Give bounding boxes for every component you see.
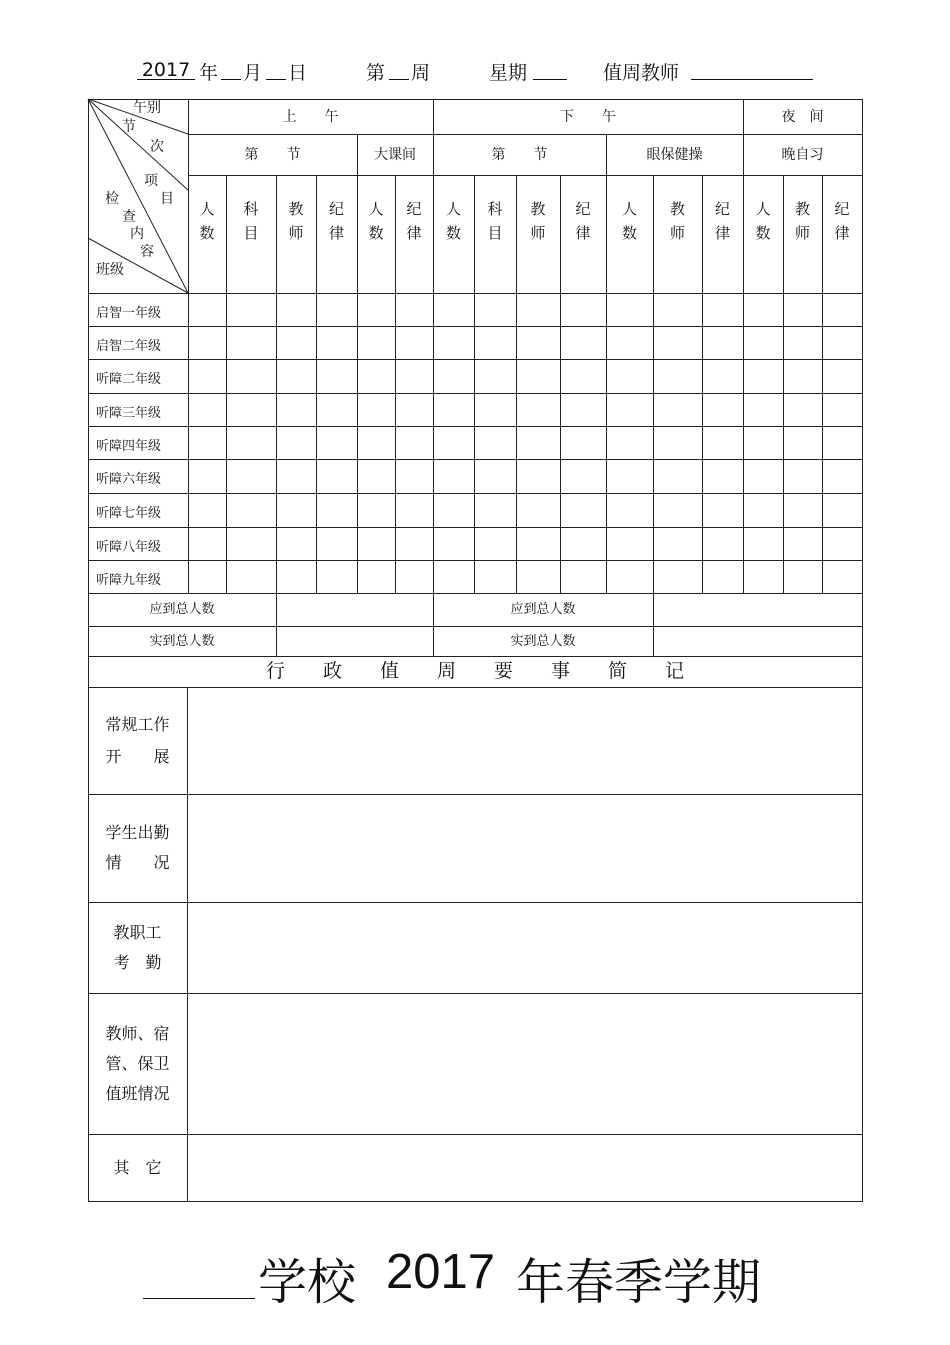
corner-label-ci: 次 (150, 139, 164, 155)
actual-total-label-am: 实到总人数 (149, 633, 215, 649)
year-field[interactable]: 2017 (137, 58, 195, 80)
class-row-label: 听障七年级 (96, 506, 162, 521)
column-header-char: 纪 (406, 200, 422, 218)
column-header-char: 师 (288, 224, 304, 242)
year-label: 年 (199, 62, 219, 84)
note-field-staff[interactable] (188, 903, 862, 993)
corner-label-mu: 目 (160, 191, 174, 207)
column-header-char: 人 (755, 200, 771, 218)
column-header-char: 教 (794, 200, 810, 218)
period-afternoon: 下 午 (560, 108, 616, 125)
column-header-char: 科 (487, 200, 503, 218)
column-header (474, 175, 516, 293)
column-header-char: 目 (243, 224, 259, 242)
footer-year: 2017 (386, 1245, 496, 1299)
column-header (316, 175, 357, 293)
column-header-char: 科 (243, 200, 259, 218)
class-row-label: 听障六年级 (96, 472, 162, 487)
column-header-char: 师 (530, 224, 546, 242)
month-label: 月 (243, 62, 263, 84)
column-header (276, 175, 316, 293)
pm-section-header: 第 节 (491, 146, 548, 163)
column-header-char: 律 (575, 224, 591, 242)
evening-study-header: 晚自习 (781, 146, 824, 163)
column-header-char: 律 (406, 224, 422, 242)
corner-label-xiang: 项 (144, 173, 158, 189)
column-header-char: 律 (834, 224, 850, 242)
class-row-label: 启智二年级 (96, 339, 162, 354)
corner-label-nei: 内 (130, 226, 144, 242)
class-row-label: 听障九年级 (96, 573, 162, 588)
column-header-char: 教 (669, 200, 685, 218)
column-header-char: 数 (621, 224, 637, 242)
note-label-staff (88, 902, 187, 993)
column-header (783, 175, 822, 293)
note-label-attendance (88, 794, 187, 902)
class-row-label: 听障二年级 (96, 372, 162, 387)
note-field-routine[interactable] (188, 688, 862, 794)
week-label: 周 (411, 62, 431, 84)
column-header (357, 175, 395, 293)
eye-exercise-header: 眼保健操 (646, 146, 703, 163)
column-header (516, 175, 560, 293)
note-label-line: 值班情况 (105, 1083, 170, 1103)
column-header (606, 175, 653, 293)
column-header-char: 人 (621, 200, 637, 218)
column-header (433, 175, 474, 293)
column-header (653, 175, 702, 293)
note-label-line: 考 勤 (113, 952, 162, 972)
note-field-attendance[interactable] (188, 795, 862, 902)
note-label-line: 常规工作 (105, 714, 170, 734)
note-field-other[interactable] (188, 1135, 862, 1201)
column-header-char: 数 (368, 224, 384, 242)
note-label-line: 教师、宿 (105, 1023, 170, 1043)
week-prefix-label: 第 (366, 62, 386, 84)
corner-label-jie: 节 (122, 119, 136, 135)
expected-total-label-pm: 应到总人数 (510, 602, 576, 617)
column-header (822, 175, 862, 293)
recess-header: 大课间 (374, 146, 416, 163)
period-morning: 上 午 (282, 108, 339, 125)
class-row-label: 听障八年级 (96, 540, 162, 555)
column-header-char: 律 (714, 224, 730, 242)
note-label-duty (88, 993, 187, 1134)
note-label-line: 开 展 (105, 746, 170, 766)
am-section-header: 第 节 (244, 146, 301, 163)
column-header-char: 纪 (834, 200, 850, 218)
note-label-routine (88, 687, 187, 794)
class-row-label: 听障四年级 (96, 439, 162, 454)
note-field-duty[interactable] (188, 994, 862, 1134)
column-header-char: 人 (445, 200, 461, 218)
column-header (743, 175, 783, 293)
note-label-line: 管、保卫 (105, 1053, 170, 1073)
column-header (702, 175, 743, 293)
footer-term: 年春季学期 (516, 1254, 762, 1311)
column-header (188, 175, 226, 293)
note-label-line: 情 况 (105, 853, 170, 872)
column-header-char: 师 (669, 224, 685, 242)
school-name-field[interactable] (143, 1252, 255, 1299)
summary-title: 行 政 值 周 要 事 简 记 (265, 660, 684, 682)
teacher-label: 值周教师 (603, 62, 680, 84)
note-label-line: 学生出勤 (105, 823, 170, 842)
column-header-char: 律 (328, 224, 344, 242)
actual-total-label-pm: 实到总人数 (510, 633, 576, 649)
column-header-char: 人 (368, 200, 384, 218)
column-header (560, 175, 606, 293)
column-header-char: 人 (199, 200, 215, 218)
note-label-line: 教职工 (113, 922, 162, 942)
corner-label-cha: 查 (122, 209, 136, 225)
column-header-char: 师 (794, 224, 810, 242)
column-header-char: 教 (288, 200, 304, 218)
column-header-char: 教 (530, 200, 546, 218)
period-night: 夜 间 (781, 108, 824, 125)
column-header-char: 纪 (714, 200, 730, 218)
corner-label-rong: 容 (140, 244, 154, 260)
column-header (226, 175, 276, 293)
corner-label-wubie: 午别 (133, 100, 161, 116)
day-label: 日 (288, 62, 308, 84)
footer-school-label: 学校 (258, 1254, 357, 1311)
form-footer (0, 1240, 950, 1310)
column-header-char: 纪 (328, 200, 344, 218)
column-header-char: 目 (487, 224, 503, 242)
column-header-char: 数 (199, 224, 215, 242)
column-header-char: 数 (445, 224, 461, 242)
note-label-other: 其 它 (113, 1157, 162, 1177)
column-header-char: 数 (755, 224, 771, 242)
corner-label-jian: 检 (105, 191, 119, 207)
corner-label-banji: 班级 (96, 262, 124, 278)
class-row-label: 听障三年级 (96, 406, 162, 421)
weekday-label: 星期 (489, 62, 528, 84)
column-header-char: 纪 (575, 200, 591, 218)
column-header (395, 175, 433, 293)
class-row-label: 启智一年级 (96, 306, 162, 321)
expected-total-label-am: 应到总人数 (149, 602, 215, 617)
